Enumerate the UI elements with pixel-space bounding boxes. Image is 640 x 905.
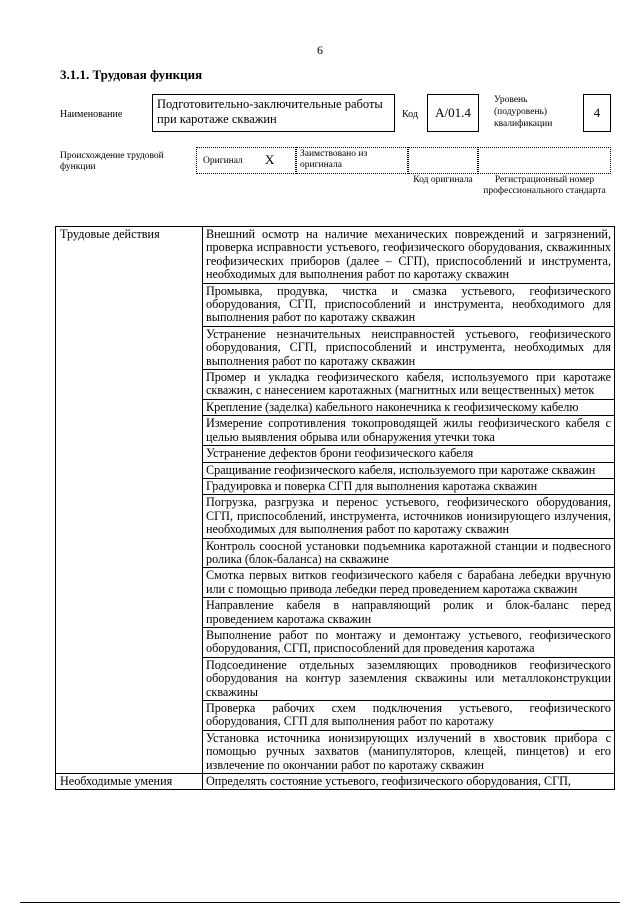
section-title: 3.1.1. Трудовая функция [60,67,203,82]
code-box [427,94,479,132]
borrowed-label: Заимствовано из оригинала [300,149,368,170]
skill-item: Определять состояние устьевого, геофизического оборудования, СГП, [203,774,615,790]
function-name-box [152,94,395,132]
labor-action-item: Проверка рабочих схем подключения устьевого, геофизического оборудования, СГП для выполнения работ по каротажу [203,701,615,731]
registration-caption: Регистрационный номер профессионального стандарта [483,175,606,196]
labor-actions-label: Трудовые действия [56,227,203,774]
labor-action-item: Градуировка и поверка СГП для выполнения каротажа скважин [203,478,615,494]
table-row [56,227,615,284]
name-label: Наименование [60,109,123,120]
original-code-cell [408,147,478,174]
function-name-value: Подготовительно-заключительные работы при каротаже скважин [157,97,383,126]
labor-action-item: Установка источника ионизирующих излучений в хвостовик прибора с помощью ручных захватов (манипуляторов, клещей, пинцетов) и его извлечение по окончании работ по каротажу скважин [203,730,615,773]
original-label: Оригинал [203,156,243,166]
level-label: Уровень (подуровень) квалификации [494,95,553,129]
labor-action-item: Крепление (заделка) кабельного наконечника к геофизическому кабелю [203,399,615,415]
registration-number-cell [478,147,611,174]
page-number: 6 [317,43,323,57]
labor-action-item: Выполнение работ по монтажу и демонтажу устьевого, геофизического оборудования, СГП, приспособлений для проведения каротажа [203,627,615,657]
level-box [583,94,611,132]
table-row [56,774,615,790]
level-value: 4 [593,105,601,120]
code-label: Код [402,109,418,120]
code-value: A/01.4 [435,105,471,120]
labor-action-item: Измерение сопротивления токопроводящей жилы геофизического кабеля с целью выявления обрыва или обнаружения утечки тока [203,416,615,446]
labor-action-item: Промывка, продувка, чистка и смазка устьевого, геофизического оборудования, СГП, приспособлений и инструмента, необходимого для выполнения работ по каротажу скважин [203,283,615,326]
original-mark: X [265,152,275,167]
skills-label: Необходимые умения [56,774,203,790]
labor-action-item: Устранение дефектов брони геофизического кабеля [203,446,615,462]
labor-action-item: Погрузка, разгрузка и перенос устьевого, геофизического оборудования, СГП, приспособлений, инструмента, источников ионизирующего излучения, необходимых для выполнения работ по каротажу скважин [203,495,615,538]
labor-action-item: Контроль соосной установки подъемника каротажной станции и подвесного ролика (блок-баланса) на скважине [203,538,615,568]
labor-action-item: Сращивание геофизического кабеля, используемого при каротаже скважин [203,462,615,478]
labor-function-table [55,226,615,790]
page-bottom-edge [20,902,620,903]
labor-action-item: Направление кабеля в направляющий ролик и блок-баланс перед проведением каротажа скважин [203,598,615,628]
origin-label: Происхождение трудовой функции [60,151,164,172]
code-caption: Код оригинала [413,175,473,185]
labor-action-item: Промер и укладка геофизического кабеля, используемого при каротаже скважин, с нанесением каротажных (магнитных или вещественных) меток [203,370,615,400]
labor-action-item: Устранение незначительных неисправностей устьевого, геофизического оборудования, СГП, приспособлений и инструмента, необходимых для выполнения работ по каротажу скважин [203,326,615,369]
labor-action-item: Смотка первых витков геофизического кабеля с барабана лебедки вручную или с помощью привода лебедки перед проведением каротажа скважин [203,568,615,598]
labor-action-item: Внешний осмотр на наличие механических повреждений и загрязнений, проверка исправности устьевого, геофизического оборудования, скважинных геофизических приборов (далее – СГП), приспособлений и инструмента, необходимых для выполнения работ по каротажу скважин [203,227,615,284]
labor-action-item: Подсоединение отдельных заземляющих проводников геофизического оборудования на контур заземления скважины или металлоконструкции скважины [203,657,615,700]
